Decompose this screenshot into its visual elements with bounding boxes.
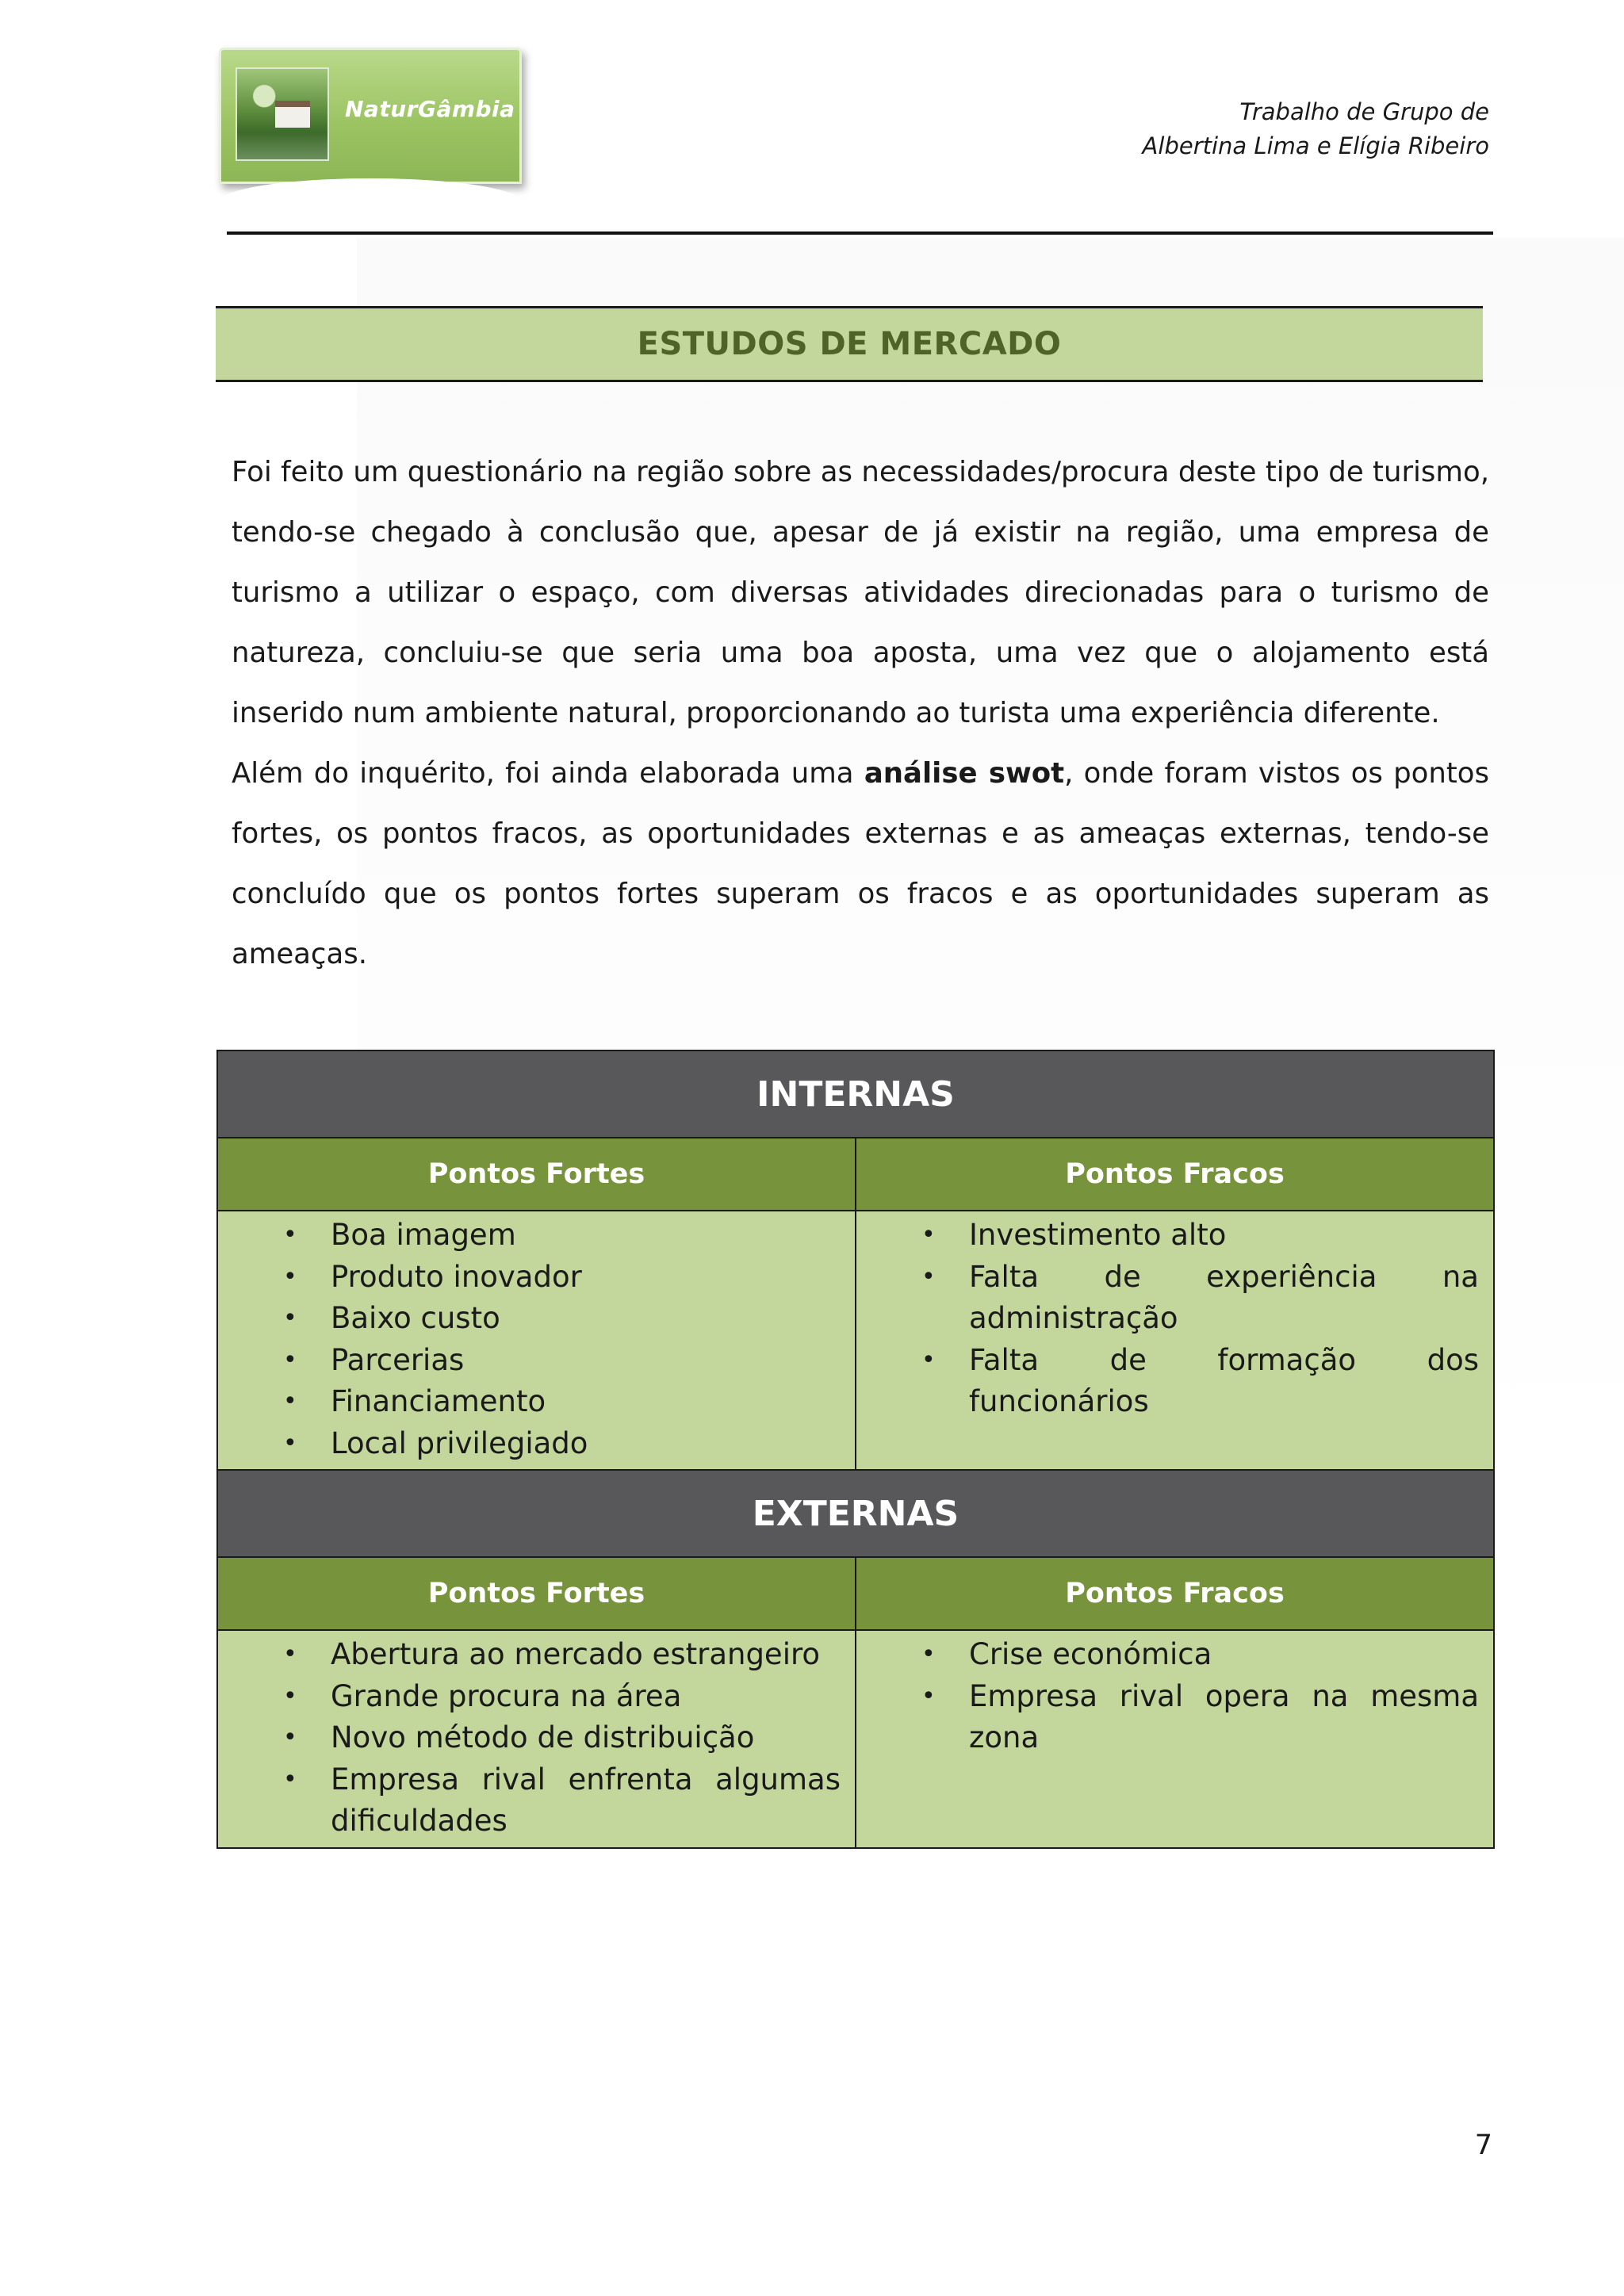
bullet-icon: • <box>283 1345 297 1374</box>
page-number: 7 <box>1474 2130 1492 2161</box>
internal-weaknesses-header: Pontos Fracos <box>856 1138 1494 1211</box>
list-item-text: Parcerias <box>331 1342 465 1377</box>
list-item-text: Financiamento <box>331 1384 546 1418</box>
house-icon <box>275 101 310 128</box>
internal-weaknesses-cell <box>856 1211 1494 1470</box>
header-divider <box>227 232 1493 235</box>
external-strengths-header: Pontos Fortes <box>217 1557 856 1630</box>
list-item <box>218 1423 841 1465</box>
list-item <box>218 1634 841 1676</box>
list-item-text: Grande procura na área <box>331 1678 682 1713</box>
section-title: ESTUDOS DE MERCADO <box>637 326 1062 362</box>
bullet-icon: • <box>283 1221 297 1249</box>
header-line-1: Trabalho de Grupo de <box>1239 98 1489 125</box>
list-item <box>218 1381 841 1423</box>
logo-photo-icon <box>236 67 329 161</box>
paragraph-2-lead: Além do inquérito, foi ainda elaborada uma <box>232 757 864 790</box>
paragraph-2-bold: análise swot <box>864 757 1065 790</box>
logo-brand-text: NaturGâmbia <box>345 96 515 122</box>
swot-table <box>216 1050 1495 1849</box>
bullet-icon: • <box>283 1682 297 1710</box>
list-item <box>856 1634 1479 1676</box>
external-weaknesses-cell <box>856 1630 1494 1848</box>
bullet-icon: • <box>921 1221 936 1249</box>
list-item-text: Empresa rival enfrenta algumas dificuldades <box>331 1762 841 1838</box>
bullet-icon: • <box>921 1640 936 1668</box>
bullet-icon: • <box>283 1387 297 1415</box>
bullet-icon: • <box>283 1640 297 1668</box>
bullet-icon: • <box>283 1304 297 1332</box>
bullet-icon: • <box>921 1345 936 1374</box>
bullet-icon: • <box>283 1429 297 1457</box>
bullet-icon: • <box>921 1262 936 1291</box>
section-title-band <box>216 306 1483 382</box>
bullet-icon: • <box>283 1765 297 1793</box>
list-item <box>218 1257 841 1299</box>
external-band: EXTERNAS <box>217 1470 1494 1557</box>
naturgambia-logo <box>219 48 522 184</box>
list-item-text: Novo método de distribuição <box>331 1720 755 1755</box>
list-item <box>856 1676 1479 1759</box>
internal-strengths-header: Pontos Fortes <box>217 1138 856 1211</box>
document-header <box>1143 95 1489 163</box>
list-item-text: Investimento alto <box>969 1218 1227 1252</box>
list-item <box>218 1759 841 1843</box>
internal-band: INTERNAS <box>217 1050 1494 1138</box>
list-item <box>856 1215 1479 1257</box>
bullet-list <box>856 1634 1493 1759</box>
list-item <box>218 1215 841 1257</box>
list-item-text: Abertura ao mercado estrangeiro <box>331 1637 821 1671</box>
list-item <box>218 1717 841 1759</box>
list-item-text: Empresa rival opera na mesma zona <box>969 1678 1479 1755</box>
list-item-text: Local privilegiado <box>331 1425 588 1460</box>
list-item <box>856 1340 1479 1423</box>
bullet-list <box>856 1215 1493 1423</box>
body-text <box>232 442 1489 985</box>
list-item <box>218 1298 841 1340</box>
list-item-text: Produto inovador <box>331 1259 582 1294</box>
header-line-2: Albertina Lima e Elígia Ribeiro <box>1142 132 1489 159</box>
list-item-text: Falta de formação dos funcionários <box>969 1342 1479 1418</box>
paragraph-1: Foi feito um questionário na região sobre as necessidades/procura deste tipo de turismo, tendo-se chegado à conclusão que, apesar de já existir na região, uma empresa de turismo a utilizar o espaço, com diversas atividades direcionadas para o turismo de natureza, concluiu-se que seria uma boa aposta, uma vez que o alojamento está inserido num ambiente natural, proporcionando ao turista uma experiência diferente. <box>232 456 1489 729</box>
bullet-icon: • <box>283 1262 297 1291</box>
list-item <box>218 1340 841 1382</box>
bullet-list <box>218 1634 855 1843</box>
list-item-text: Baixo custo <box>331 1301 500 1335</box>
external-weaknesses-header: Pontos Fracos <box>856 1557 1494 1630</box>
list-item <box>856 1257 1479 1340</box>
list-item-text: Crise económica <box>969 1637 1212 1671</box>
external-strengths-cell <box>217 1630 856 1848</box>
list-item <box>218 1676 841 1718</box>
bullet-icon: • <box>283 1724 297 1751</box>
bullet-list <box>218 1215 855 1464</box>
paragraph-2-rest: , onde foram vistos os pontos fortes, os pontos fracos, as oportunidades externas e as ameaças externas, tendo-se concluído que os pontos fortes superam os fracos e as oportunidades superam as ameaças. <box>232 757 1489 970</box>
paragraph-2 <box>232 744 1489 985</box>
bullet-icon: • <box>921 1682 936 1710</box>
list-item-text: Falta de experiência na administração <box>969 1259 1479 1335</box>
list-item-text: Boa imagem <box>331 1218 516 1252</box>
internal-strengths-cell <box>217 1211 856 1470</box>
